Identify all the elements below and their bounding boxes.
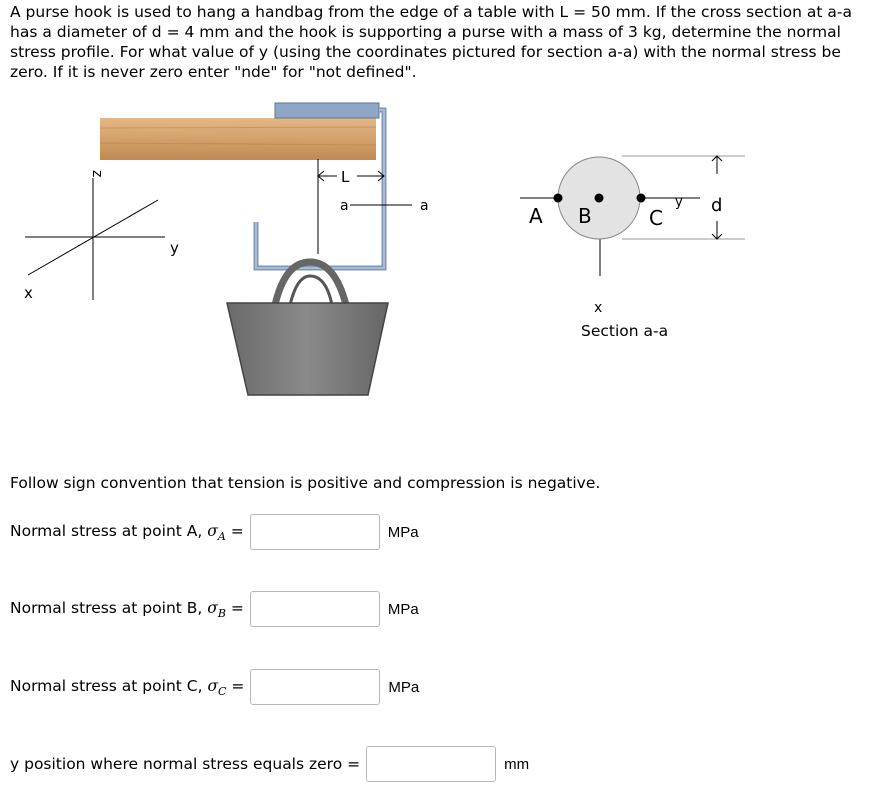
stress-C-unit: MPa — [388, 678, 420, 696]
table-edge — [100, 118, 376, 160]
question-stress-C — [10, 669, 419, 705]
section-mark-left: a — [340, 198, 349, 214]
stress-A-input[interactable] — [250, 514, 380, 550]
problem-statement: A purse hook is used to hang a handbag from the edge of a table with L = 50 mm. If the cross section at a-a has a diameter of d = 4 mm and the hook is supporting a purse with a mass of 3 kg, determine the normal stress profile. For what value of y (using the coordinates pictured for section a-a) with the normal stress be zero. If it is never zero enter "nde" for "not defined". — [10, 3, 853, 81]
dim-d-label: d — [711, 195, 723, 216]
stress-A-unit: MPa — [387, 523, 419, 541]
zero-stress-y-unit: mm — [504, 755, 530, 773]
purse-body — [227, 303, 388, 395]
question-stress-A — [10, 514, 419, 550]
dim-d-arrow-bottom — [712, 221, 722, 239]
section-y-label: y — [675, 195, 683, 210]
axis-y-label: y — [170, 239, 179, 257]
purse-hook-figure — [0, 95, 879, 465]
axis-x-label: x — [24, 284, 33, 302]
point-C-label: C — [649, 206, 663, 230]
point-A-marker — [554, 194, 563, 203]
stress-B-unit: MPa — [387, 600, 419, 618]
sign-convention-note: Follow sign convention that tension is positive and compression is negative. — [10, 474, 601, 492]
point-B-marker — [595, 194, 604, 203]
question-zero-stress-y — [10, 746, 529, 782]
point-A-label: A — [529, 204, 543, 228]
stress-C-input[interactable] — [250, 669, 380, 705]
stress-B-input[interactable] — [250, 591, 380, 627]
point-B-label: B — [578, 204, 592, 228]
section-x-label: x — [594, 300, 603, 316]
dim-d-arrow-top — [712, 156, 722, 174]
point-C-marker — [637, 194, 646, 203]
zero-stress-y-label: y position where normal stress equals zero = — [10, 755, 361, 773]
stress-A-label: Normal stress at point A, $\sigma_A$ = — [10, 521, 244, 543]
hook-clip — [275, 103, 379, 118]
section-mark-right: a — [420, 198, 429, 214]
section-caption: Section a-a — [581, 322, 669, 340]
question-stress-B — [10, 591, 419, 627]
zero-stress-y-input[interactable] — [366, 746, 496, 782]
stress-C-label: Normal stress at point C, $\sigma_C$ = — [10, 676, 245, 698]
dim-L-label: L — [341, 168, 350, 186]
stress-B-label: Normal stress at point B, $\sigma_B$ = — [10, 598, 244, 620]
axis-z-label: z — [89, 170, 105, 178]
